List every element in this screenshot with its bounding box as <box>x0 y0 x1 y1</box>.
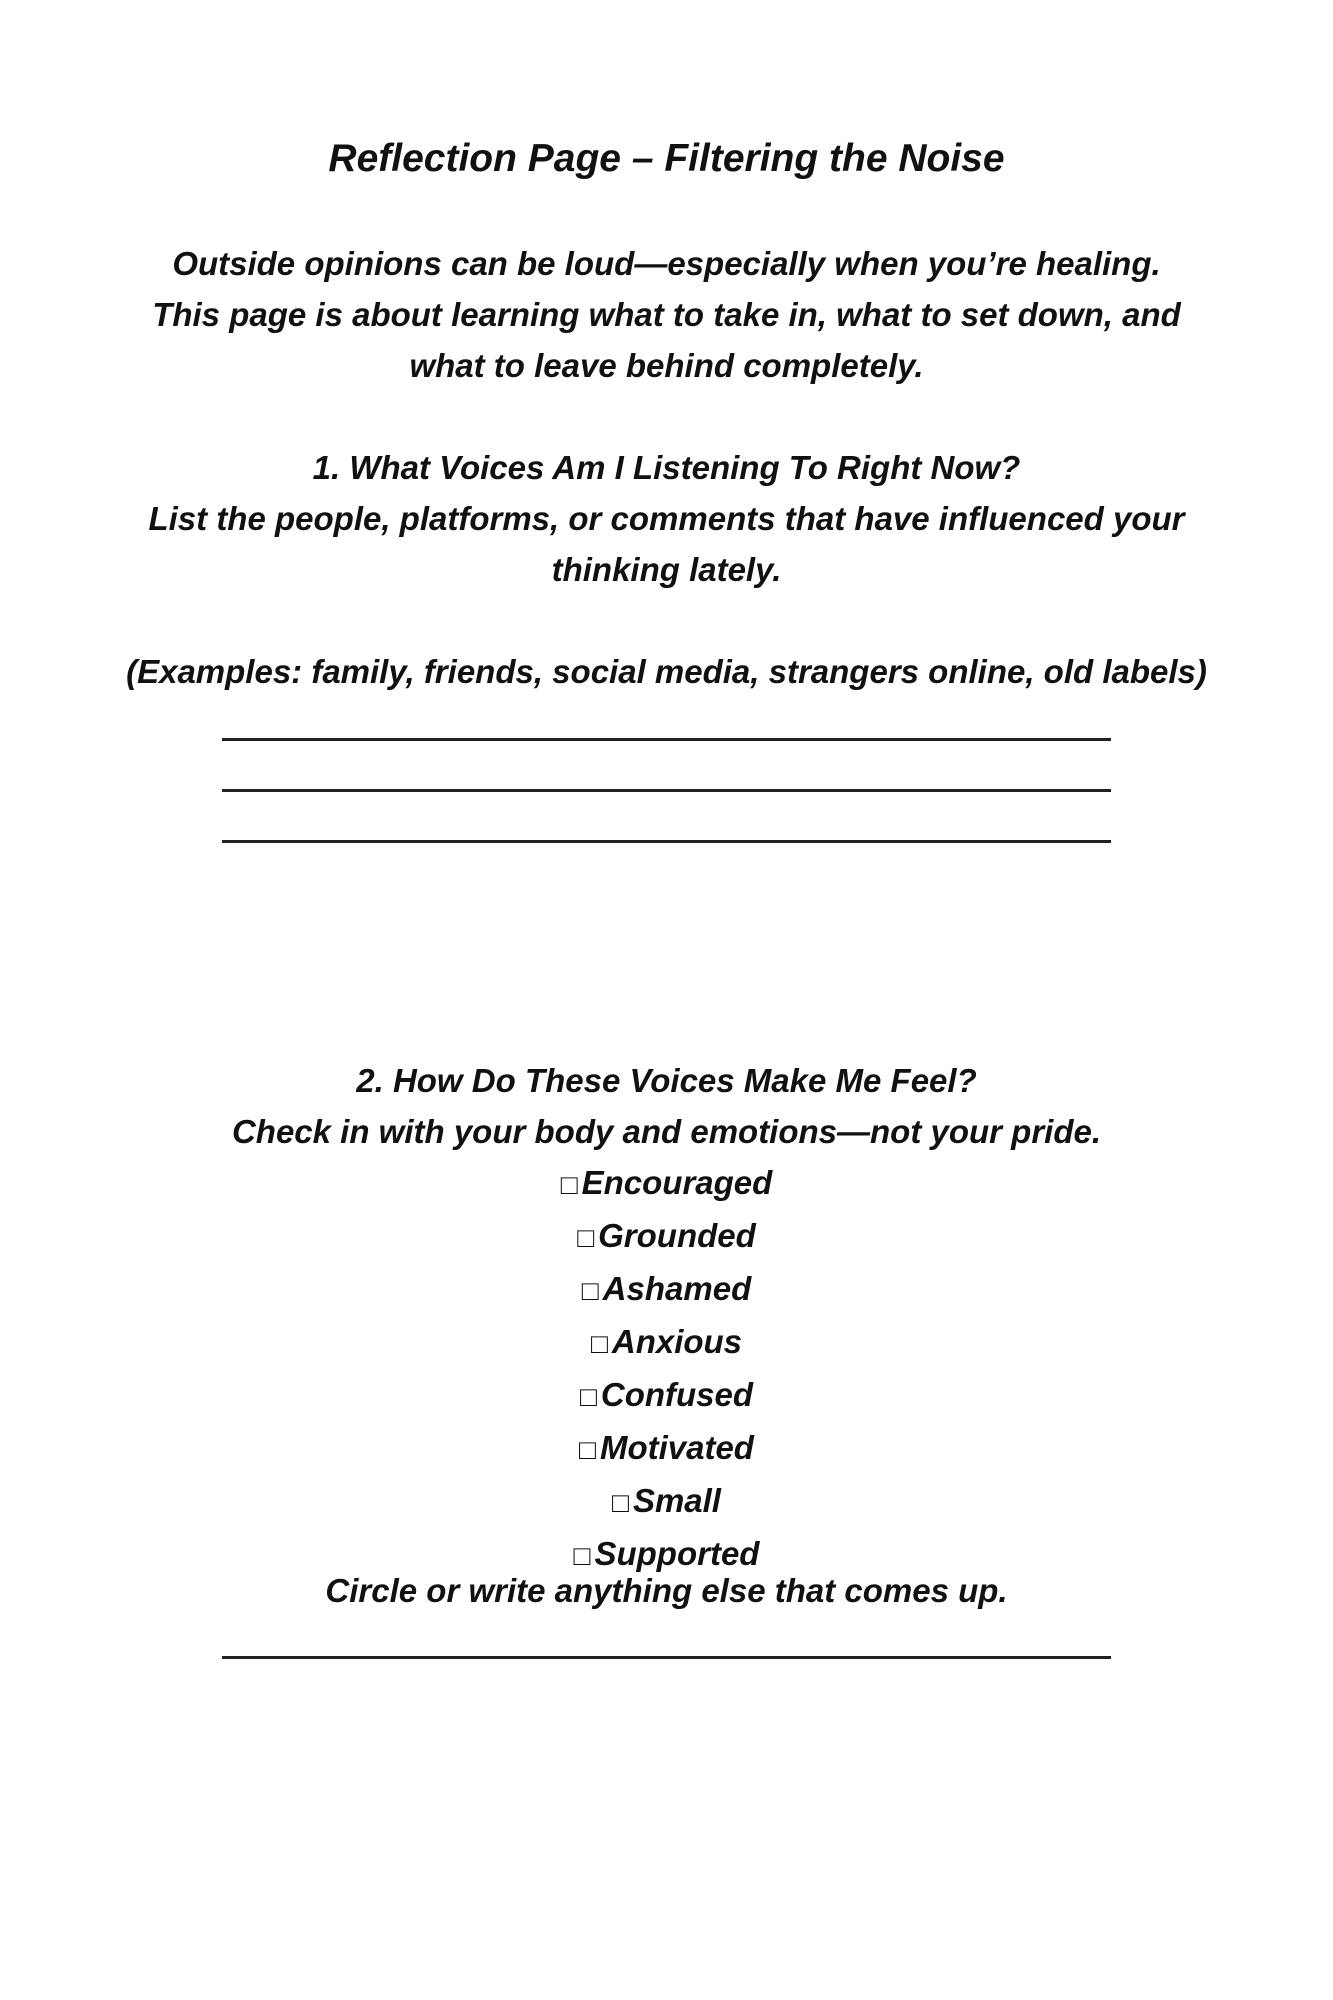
checklist-item[interactable] <box>0 1316 1333 1369</box>
checkbox-icon[interactable]: □ <box>560 1169 578 1200</box>
option-label: Grounded <box>598 1217 756 1254</box>
checklist-item[interactable] <box>0 1475 1333 1528</box>
intro-line: This page is about learning what to take in, what to set down, and <box>152 296 1181 333</box>
page-title: Reflection Page – Filtering the Noise <box>328 137 1005 180</box>
section-1-prompt: thinking lately. <box>551 551 782 588</box>
checkbox-icon[interactable]: □ <box>579 1381 597 1412</box>
checkbox-icon[interactable]: □ <box>581 1275 599 1306</box>
option-label: Anxious <box>611 1323 743 1360</box>
closing-text: Circle or write anything else that comes up. <box>325 1572 1008 1609</box>
section-1 <box>0 442 1333 595</box>
checklist-item[interactable] <box>0 1157 1333 1210</box>
intro-line: Outside opinions can be loud—especially when you’re healing. <box>172 245 1161 282</box>
checkbox-icon[interactable]: □ <box>579 1434 596 1465</box>
writing-line[interactable] <box>222 789 1111 792</box>
checklist-item[interactable] <box>0 1210 1333 1263</box>
checkbox-icon[interactable]: □ <box>573 1540 591 1571</box>
intro-text <box>0 238 1333 391</box>
checklist-item[interactable] <box>0 1422 1333 1475</box>
section-2-heading: 2. How Do These Voices Make Me Feel? <box>356 1062 977 1099</box>
writing-line[interactable] <box>222 1656 1111 1659</box>
checkbox-icon[interactable]: □ <box>590 1328 608 1359</box>
writing-line[interactable] <box>222 738 1111 741</box>
option-label: Encouraged <box>581 1164 773 1201</box>
section-1-heading: 1. What Voices Am I Listening To Right Now? <box>312 449 1021 486</box>
checklist-item[interactable] <box>0 1369 1333 1422</box>
option-label: Supported <box>594 1535 760 1572</box>
option-label: Small <box>632 1482 721 1519</box>
writing-line[interactable] <box>222 840 1111 843</box>
option-label: Ashamed <box>602 1270 752 1307</box>
section-2-closing <box>0 1565 1333 1616</box>
examples-text: (Examples: family, friends, social media, strangers online, old labels) <box>126 653 1207 690</box>
option-label: Confused <box>600 1376 754 1413</box>
section-1-examples <box>0 646 1333 697</box>
checkbox-icon[interactable]: □ <box>612 1487 629 1518</box>
section-2 <box>0 1055 1333 1157</box>
checklist-item[interactable] <box>0 1263 1333 1316</box>
section-1-prompt: List the people, platforms, or comments that have influenced your <box>148 500 1185 537</box>
section-2-prompt: Check in with your body and emotions—not your pride. <box>231 1113 1102 1150</box>
feelings-checklist <box>0 1157 1333 1581</box>
option-label: Motivated <box>599 1429 754 1466</box>
checkbox-icon[interactable]: □ <box>577 1222 595 1253</box>
intro-line: what to leave behind completely. <box>409 347 924 384</box>
